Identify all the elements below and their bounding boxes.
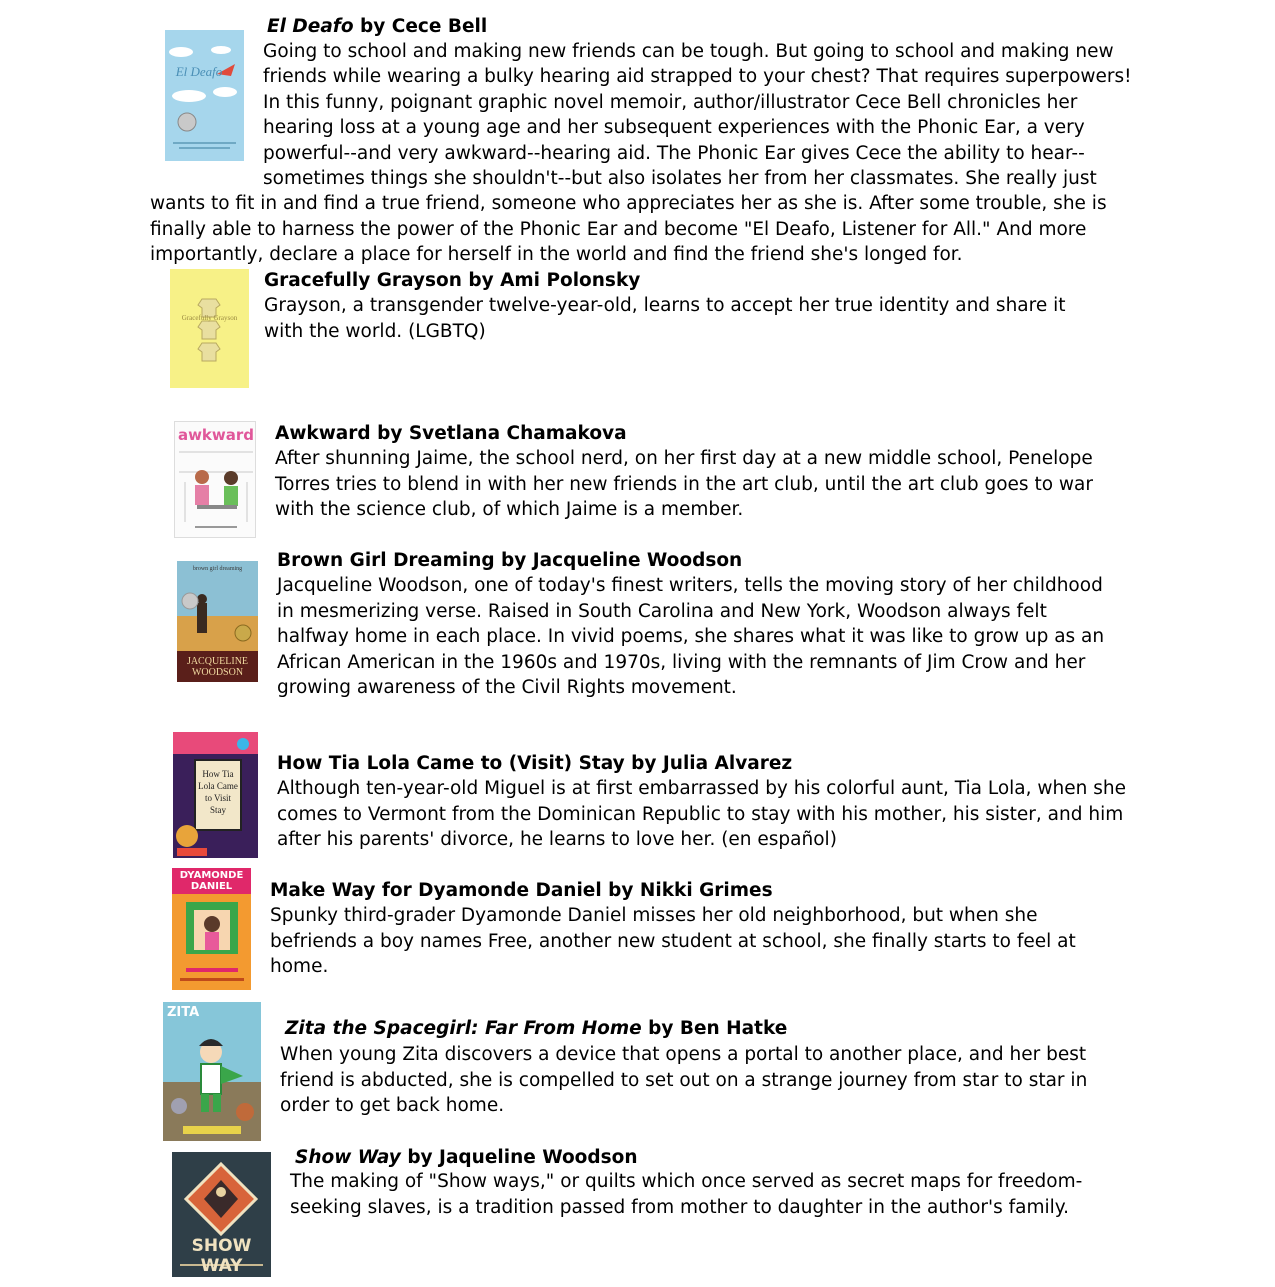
- book-description: Grayson, a transgender twelve-year-old, learns to accept her true identity and share it with the world. (LGBTQ): [264, 295, 1066, 342]
- book-title: Zita the Spacegirl: Far From Home: [285, 1018, 642, 1039]
- book-title: How Tia Lola Came to (Visit) Stay by Julia Alvarez: [277, 753, 793, 774]
- book-entry-el-deafo: [0, 0, 1275, 266]
- book-entry-dyamonde-daniel: [0, 860, 1275, 995]
- book-description-text: Going to school and making new friends can be tough. But going to school and making new friends while wearing a bulky hearing aid strapped to your chest? That requires superpowers! In this funny, poignant graphic novel memoir, author/illustrator Cece Bell chronicles her hearing loss at a young age and her subsequent experiences with the Phonic Ear, a very powerful--and very awkward--hearing aid. The Phonic Ear gives Cece the ability to hear--sometimes things she shouldn't--but also isolates her from her classmates. She really just wants to fit in and find a true friend, someone who appreciates her as she is. After some trouble, she is finally able to harness the power of the Phonic Ear and become "El Deafo, Listener for All." And more importantly, declare a place for herself in the world and find the friend she's longed for.: [150, 41, 1132, 266]
- book-description: [150, 39, 1135, 268]
- book-author: by Ben Hatke: [641, 1018, 788, 1039]
- book-title-el-deafo: [267, 14, 487, 40]
- book-cover-brown-girl-dreaming: [177, 561, 258, 682]
- cover-title: JACQUELINE WOODSON: [186, 656, 249, 678]
- book-cover-dyamonde-daniel: [172, 868, 251, 990]
- cover-title: SHOW WAY: [191, 1236, 252, 1276]
- book-title: Awkward by Svetlana Chamakova: [275, 423, 627, 444]
- book-title: Gracefully Grayson by Ami Polonsky: [264, 270, 641, 291]
- book-description: Jacqueline Woodson, one of today's finest writers, tells the moving story of her childhood in mesmerizing verse. Raised in South Carolina and New York, Woodson always felt halfway home in each place. In vivid poems, she shares what it was like to grow up as an African American in the 1960s and 1970s, living with the remnants of Jim Crow and her growing awareness of the Civil Rights movement.: [277, 575, 1105, 698]
- book-entry-brown-girl-dreaming: [0, 545, 1275, 705]
- book-entry-awkward: [0, 415, 1275, 545]
- book-entry-tia-lola: [0, 725, 1275, 860]
- book-author: by Jaqueline Woodson: [400, 1147, 638, 1168]
- cover-title: El Deafo: [175, 64, 223, 79]
- book-title-zita: [285, 1016, 787, 1042]
- book-title: El Deafo: [267, 16, 354, 37]
- book-description: When young Zita discovers a device that opens a portal to another place, and her best friend is abducted, she is compelled to set out on a strange journey from star to star in order to get back home.: [280, 1044, 1088, 1116]
- book-description: Spunky third-grader Dyamonde Daniel misses her old neighborhood, but when she befriends a boy names Free, another new student at school, she finally starts to feel at home.: [270, 905, 1076, 977]
- book-cover-tia-lola: [173, 732, 258, 858]
- book-description: Although ten-year-old Miguel is at first embarrassed by his colorful aunt, Tia Lola, when she comes to Vermont from the Dominican Republic to stay with his mother, his sister, and him after his parents' divorce, he learns to love her. (en español): [277, 778, 1126, 850]
- book-title: Show Way: [295, 1147, 401, 1168]
- book-author: by Cece Bell: [353, 16, 488, 37]
- book-cover-awkward: [174, 421, 256, 538]
- cover-float-spacer: [150, 39, 263, 174]
- book-cover-show-way: [172, 1152, 271, 1277]
- cover-title: DYAMONDE DANIEL: [179, 870, 244, 892]
- book-entry-show-way: [0, 1145, 1275, 1287]
- book-cover-zita: [163, 1002, 261, 1141]
- cover-title: Gracefully Grayson: [181, 314, 238, 322]
- book-description: After shunning Jaime, the school nerd, on her first day at a new middle school, Penelope Torres tries to blend in with her new friends in the art club, until the art club goes to war with the science club, of which Jaime is a member.: [275, 448, 1093, 520]
- cover-subtitle: brown girl dreaming: [192, 566, 243, 572]
- book-title-show-way: [295, 1145, 638, 1171]
- book-description: The making of "Show ways," or quilts which once served as secret maps for freedom-seeking slaves, is a tradition passed from mother to daughter in the author's family.: [290, 1171, 1083, 1218]
- cover-art: [163, 1002, 261, 1141]
- book-cover-gracefully-grayson: [170, 269, 249, 388]
- book-entry-zita: [0, 995, 1275, 1145]
- cover-title: awkward: [177, 426, 255, 444]
- cover-title: How Tia Lola Came to Visit Stay: [198, 769, 238, 815]
- book-title: Brown Girl Dreaming by Jacqueline Woodson: [277, 550, 743, 571]
- book-title: Make Way for Dyamonde Daniel by Nikki Grimes: [270, 880, 773, 901]
- book-entry-gracefully-grayson: [0, 260, 1275, 400]
- cover-title: ZITA: [167, 1005, 200, 1020]
